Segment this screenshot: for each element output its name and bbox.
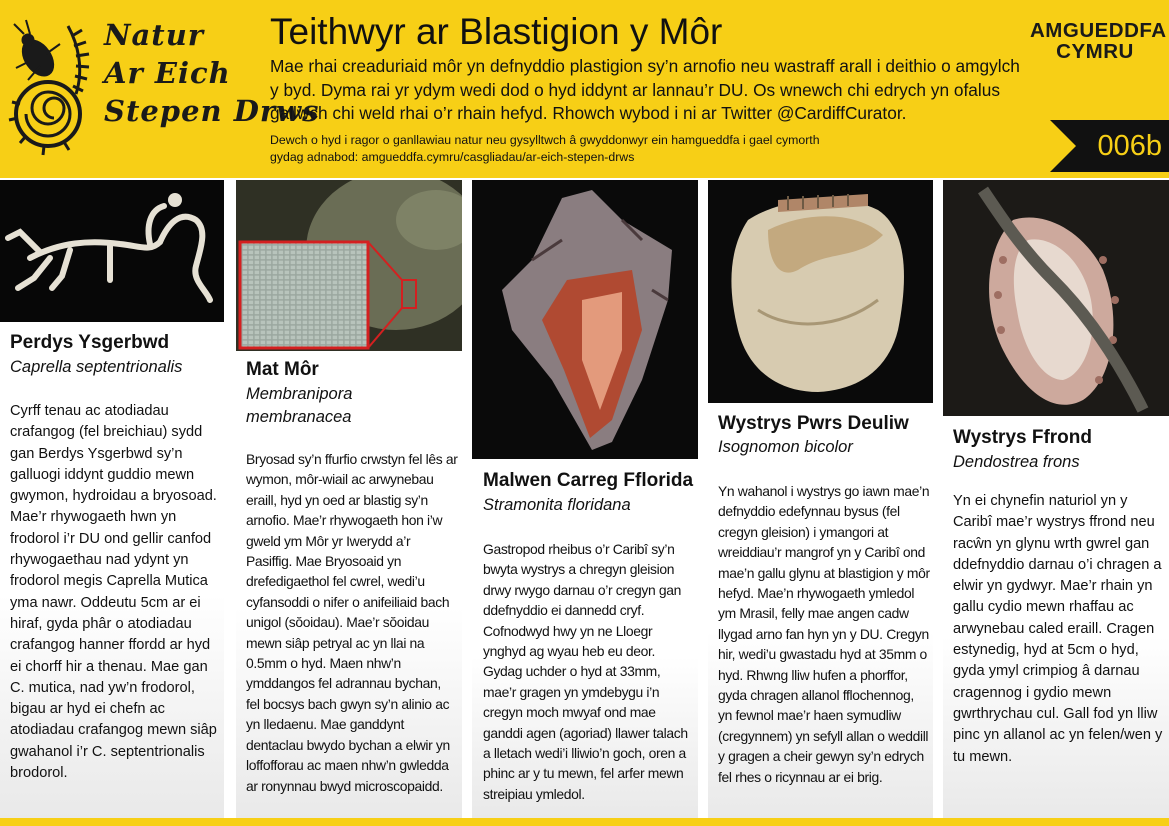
frond-oyster-photo	[943, 180, 1169, 416]
species-name-2: Mat Môr	[246, 359, 319, 380]
brand-line-1: AMGUEDDFA	[1030, 19, 1167, 42]
sea-mat-photo	[236, 180, 462, 351]
species-description-2: Bryosad sy’n ffurfio crwstyn fel lês ar wymon, môr-wiail ac arwynebau eraill, hyd yn oed ar blastig sy’n arnofio. Mae’r rhywogaeth hon i’w gweld ym Môr yr Iwerydd a’r Pasiffig. Mae Bryosoaid yn drefedigaethol fel cwrel, wedi’u cyfansoddi o nifer o anifeiliaid bach unigol (sŏoidau). Mae’r sŏoidau mewn siâp petryal ac yn llai na 0.5mm o hyd. Maen nhw’n ymddangos fel adrannau bychan, fel bocsys bach gwyn sy’n alinio ac yn lledaenu. Mae ganddynt dentaclau bwydo bychan a elwir yn loffofforau ac maen nhw’n gwledda ar ronynnau bwyd microscopaidd.	[246, 451, 458, 794]
skeleton-shrimp-photo	[0, 180, 224, 322]
species-description-1: Cyrff tenau ac atodiadau crafangog (fel breichiau) sydd gan Berdys Ysgerbwd sy’n galluogi iddynt guddio mewn gwymon, hydroidau a bryosoad. Mae’r rhywogaeth hwn yn frodorol i’r DU ond gellir canfod rhywogaethau nad ydynt yn frodorol megis Caprella Mutica yma nawr. Oddeutu 5cm ar ei hiraf, gyda phâr o atodiadau crafangog hanner ffordd ar hyd ei chorff hir a thenau. Mae gan C. mutica, nad yw’n frodorol, bigau ar hyd ei chefn ac atodiadau crafangog mewn siâp gwahanol i’r C. septentrionalis brodorol.	[10, 403, 217, 782]
page-title: Teithwyr ar Blastigion y Môr	[270, 11, 723, 52]
frond-oyster-icon	[943, 180, 1169, 416]
species-description-5: Yn ei chynefin naturiol yn y Caribî mae’r wystrys ffrond neu racŵn yn glynu wrth gwrel gan ddefnyddio darnau o’i chragen a elwir yn gydwyr. Mae’r rhain yn gallu cydio mewn rhaffau ac arwynebau caled eraill. Cragen estynedig, hyd at 5cm o hyd, gyda ymyl crimpiog â darnau cragennog i gydio mewn gwrthrychau cul. Gall fod yn lliw pinc yn allanol ac yn felen/wen y tu mewn.	[953, 493, 1163, 765]
species-latin-5: Dendostrea frons	[953, 453, 1080, 471]
museum-brand-logo	[1030, 19, 1167, 63]
purse-oyster-icon	[708, 180, 933, 403]
species-name-3: Malwen Carreg Fflorida	[483, 470, 694, 491]
logo-line-3: Stepen Drws	[104, 94, 320, 128]
species-name-5: Wystrys Ffrond	[953, 427, 1093, 448]
species-latin-2: Membranipora membranacea	[246, 385, 353, 426]
header-banner	[0, 0, 1169, 178]
skeleton-shrimp-icon	[0, 180, 224, 322]
species-description-4: Yn wahanol i wystrys go iawn mae’n defnyddio edefynnau bysus (fel cregyn gleision) i ymangori at wreiddiau’r mangrof yn y Caribî ond mae’n gallu glynu at blastigion y môr hefyd. Mae’n rhywogaeth ymledol ym Mrasil, felly mae angen cadw llygad arno fan hyn yn y DU. Cregyn hir, wedi’u gwastadu hyd at 35mm o hyd. Rhwng lliw hufen a phorffor, gyda chragen allanol fflochennog, yn fewnol mae’r haen symudliw (cregynnem) yn sefyll allan o weddill y gragen a cheir gewyn sy’n edrych fel rhes o ricynnau ar ei brig.	[718, 483, 930, 785]
subtext-link-info: Dewch o hyd i ragor o ganllawiau natur neu gysylltwch â gwyddonwyr ein hamgueddfa i gael cymorth gydag adnabod: amgueddfa.cymru/casgliadau/ar-eich-stepen-drws	[270, 133, 820, 164]
purse-oyster-photo	[708, 180, 933, 403]
species-name-1: Perdys Ysgerbwd	[10, 332, 170, 353]
sea-mat-icon	[236, 180, 462, 351]
species-latin-1: Caprella septentrionalis	[10, 358, 183, 376]
species-latin-4: Isognomon bicolor	[718, 438, 853, 456]
logo-line-1: Natur	[104, 18, 205, 52]
logo-line-2: Ar Eich	[104, 56, 231, 90]
rock-snail-photo	[472, 180, 698, 459]
intro-text: Mae rhai creaduriaid môr yn defnyddio plastigion sy’n arnofio neu wastraff arall i deithio o amgylch y byd. Dyma rai yr ydym wedi dod o hyd iddynt ar lannau’r DU. Os wnewch chi edrych yn ofalus gallwch chi weld rhai o’r rhain hefyd. Rhowch wybod i ni ar Twitter @CardiffCurator.	[270, 56, 1020, 123]
guide-code: 006b	[1097, 130, 1162, 162]
species-latin-3: Stramonita floridana	[483, 496, 631, 514]
species-name-4: Wystrys Pwrs Deuliw	[718, 413, 909, 434]
footer-bar	[0, 818, 1169, 826]
species-description-3: Gastropod rheibus o’r Caribî sy’n bwyta wystrys a chregyn gleision drwy rwygo darnau o’r cregyn gan ddefnyddio ei dannedd cryf. Cofnodwyd hwy yn ne Lloegr ynghyd ag wyau heb eu deor. Gydag uchder o hyd at 33mm, mae’r gragen yn ymdebygu i’n cregyn moch mwyaf ond mae ganddi agen (agoriad) llawer talach a lletach wedi’i lliwio’n goch, oren a phinc ar y tu mewn, fel arfer mewn streipiau ymledol.	[483, 541, 688, 802]
rock-snail-icon	[472, 180, 698, 459]
brand-line-2: CYMRU	[1056, 40, 1134, 63]
